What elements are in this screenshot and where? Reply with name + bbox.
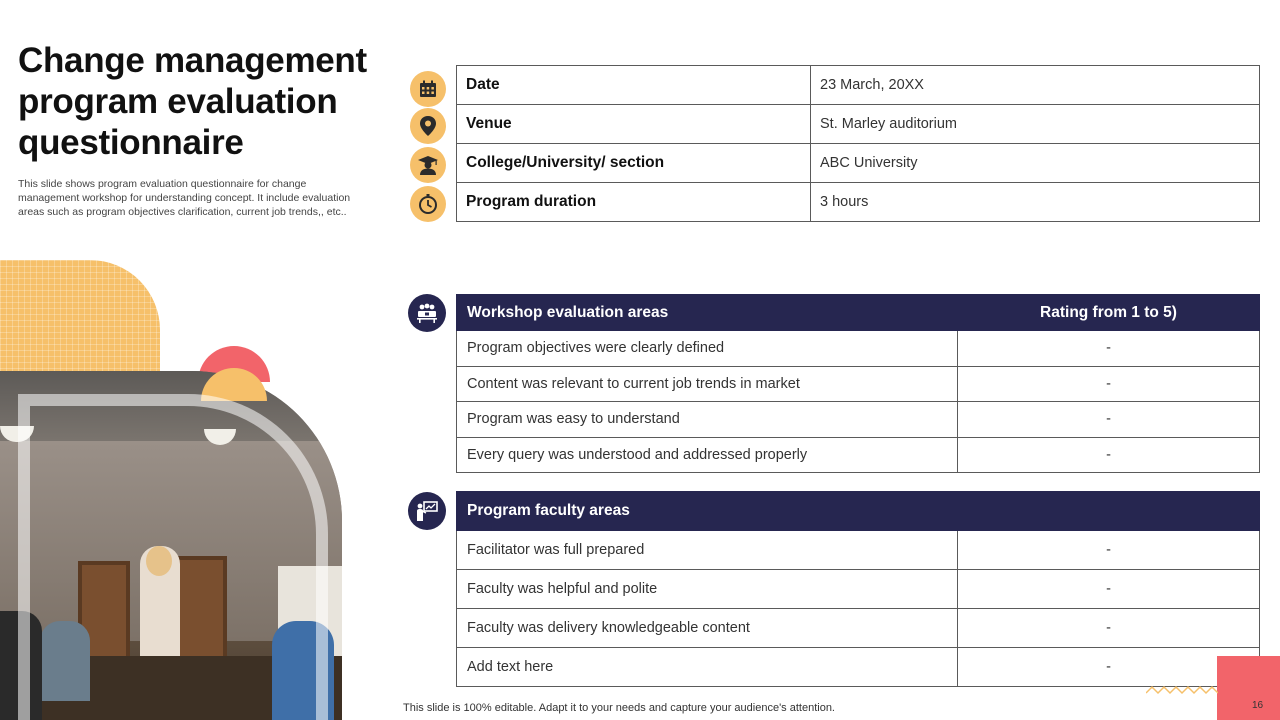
location-pin-icon [410, 108, 446, 144]
table-row [457, 402, 1260, 438]
evaluation-area: Program objectives were clearly defined [457, 331, 958, 367]
table-row [457, 609, 1260, 648]
workshop-areas-header: Workshop evaluation areas [457, 295, 958, 331]
table-row [457, 648, 1260, 687]
table-row [457, 531, 1260, 570]
faculty-area: Facilitator was full prepared [457, 531, 958, 570]
info-value: 3 hours [811, 183, 1260, 222]
decorative-corner-block [1217, 656, 1280, 720]
table-row [457, 66, 1260, 105]
rating-header: Rating from 1 to 5) [958, 295, 1260, 331]
info-label: Venue [457, 105, 811, 144]
table-row [457, 366, 1260, 402]
evaluation-area: Every query was understood and addressed properly [457, 437, 958, 473]
program-info-table [456, 65, 1260, 222]
faculty-evaluation-table [456, 491, 1260, 687]
decorative-zigzag [1146, 684, 1218, 696]
info-value: ABC University [811, 144, 1260, 183]
page-number: 16 [1252, 700, 1264, 711]
rating-cell: - [958, 402, 1260, 438]
rating-cell: - [958, 437, 1260, 473]
table-row [457, 183, 1260, 222]
faculty-area: Add text here [457, 648, 958, 687]
table-row [457, 105, 1260, 144]
meeting-icon [408, 294, 446, 332]
presenter-icon [408, 492, 446, 530]
rating-cell: - [958, 609, 1260, 648]
rating-cell: - [958, 366, 1260, 402]
table-header-row [457, 492, 1260, 531]
info-value: 23 March, 20XX [811, 66, 1260, 105]
clock-icon [410, 186, 446, 222]
faculty-areas-header: Program faculty areas [457, 492, 1260, 531]
page-subtitle: This slide shows program evaluation questionnaire for change management workshop for understanding concept. It include evaluation areas such as program objectives clarification, current job trends,, etc.. [18, 178, 351, 218]
page-title: Change management program evaluation questionnaire [18, 41, 367, 162]
rating-cell: - [958, 570, 1260, 609]
faculty-area: Faculty was helpful and polite [457, 570, 958, 609]
info-label: Program duration [457, 183, 811, 222]
table-row [457, 144, 1260, 183]
rating-cell: - [958, 331, 1260, 367]
rating-cell: - [958, 531, 1260, 570]
info-label: College/University/ section [457, 144, 811, 183]
workshop-evaluation-table [456, 294, 1260, 473]
footer-note: This slide is 100% editable. Adapt it to your needs and capture your audience's attention. [403, 702, 835, 714]
rating-cell: - [958, 648, 1260, 687]
table-row [457, 331, 1260, 367]
graduate-icon [410, 147, 446, 183]
decorative-photo-frame [18, 394, 328, 720]
table-row [457, 437, 1260, 473]
calendar-icon [410, 71, 446, 107]
table-header-row [457, 295, 1260, 331]
info-label: Date [457, 66, 811, 105]
faculty-area: Faculty was delivery knowledgeable content [457, 609, 958, 648]
table-row [457, 570, 1260, 609]
info-value: St. Marley auditorium [811, 105, 1260, 144]
evaluation-area: Program was easy to understand [457, 402, 958, 438]
evaluation-area: Content was relevant to current job trends in market [457, 366, 958, 402]
